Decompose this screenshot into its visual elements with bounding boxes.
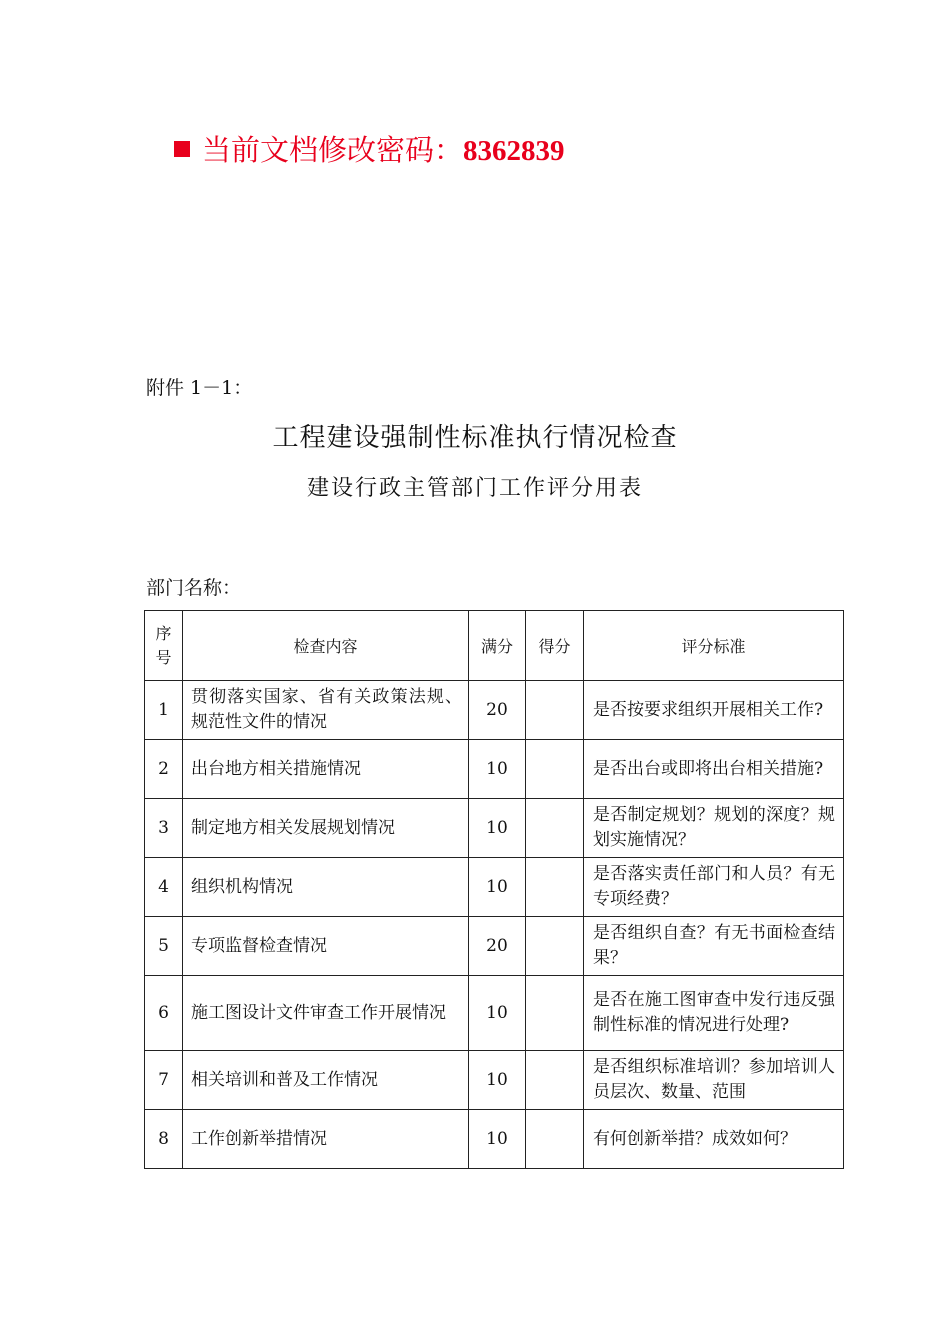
row-full-score: 10 bbox=[469, 858, 526, 917]
row-score[interactable] bbox=[526, 799, 584, 858]
header-score: 得分 bbox=[526, 611, 584, 681]
department-name-label: 部门名称： bbox=[146, 577, 242, 599]
row-full-score: 10 bbox=[469, 1051, 526, 1110]
row-score[interactable] bbox=[526, 858, 584, 917]
table-row bbox=[145, 976, 844, 1051]
row-no: 4 bbox=[145, 858, 183, 917]
row-content: 组织机构情况 bbox=[183, 858, 469, 917]
row-criteria: 有何创新举措？成效如何？ bbox=[584, 1110, 844, 1169]
document-subtitle: 建设行政主管部门工作评分用表 bbox=[306, 476, 643, 501]
row-content: 制定地方相关发展规划情况 bbox=[183, 799, 469, 858]
header-full-score: 满分 bbox=[469, 611, 526, 681]
row-full-score: 10 bbox=[469, 1110, 526, 1169]
row-full-score: 20 bbox=[469, 681, 526, 740]
row-full-score: 10 bbox=[469, 740, 526, 799]
row-no: 1 bbox=[145, 681, 183, 740]
row-score[interactable] bbox=[526, 917, 584, 976]
header-no: 序号 bbox=[145, 611, 183, 681]
table-row bbox=[145, 917, 844, 976]
row-no: 3 bbox=[145, 799, 183, 858]
row-criteria: 是否制定规划？规划的深度？规划实施情况？ bbox=[584, 799, 844, 858]
row-content: 工作创新举措情况 bbox=[183, 1110, 469, 1169]
row-criteria: 是否落实责任部门和人员？有无专项经费？ bbox=[584, 858, 844, 917]
row-criteria: 是否按要求组织开展相关工作? bbox=[584, 681, 844, 740]
table-row bbox=[145, 1110, 844, 1169]
header-criteria: 评分标准 bbox=[584, 611, 844, 681]
row-no: 5 bbox=[145, 917, 183, 976]
password-notice-label: 当前文档修改密码： bbox=[202, 133, 464, 167]
row-full-score: 20 bbox=[469, 917, 526, 976]
row-content: 专项监督检查情况 bbox=[183, 917, 469, 976]
row-criteria: 是否出台或即将出台相关措施? bbox=[584, 740, 844, 799]
password-code: 8362839 bbox=[463, 135, 565, 167]
attachment-label: 附件 1－1： bbox=[146, 377, 253, 399]
row-content: 施工图设计文件审查工作开展情况 bbox=[183, 976, 469, 1051]
row-score[interactable] bbox=[526, 1110, 584, 1169]
row-full-score: 10 bbox=[469, 799, 526, 858]
row-score[interactable] bbox=[526, 740, 584, 799]
row-no: 7 bbox=[145, 1051, 183, 1110]
row-no: 2 bbox=[145, 740, 183, 799]
row-criteria: 是否在施工图审查中发行违反强制性标准的情况进行处理? bbox=[584, 976, 844, 1051]
table-row bbox=[145, 858, 844, 917]
table-row bbox=[145, 1051, 844, 1110]
table-header-row bbox=[145, 611, 844, 681]
red-square-icon bbox=[174, 141, 190, 157]
password-notice bbox=[174, 128, 565, 173]
scoring-table bbox=[144, 610, 844, 1169]
document-title: 工程建设强制性标准执行情况检查 bbox=[272, 423, 678, 453]
table-row bbox=[145, 681, 844, 740]
row-score[interactable] bbox=[526, 1051, 584, 1110]
row-full-score: 10 bbox=[469, 976, 526, 1051]
row-criteria: 是否组织标准培训？参加培训人员层次、数量、范围 bbox=[584, 1051, 844, 1110]
row-content: 贯彻落实国家、省有关政策法规、规范性文件的情况 bbox=[183, 681, 469, 740]
row-score[interactable] bbox=[526, 681, 584, 740]
row-no: 8 bbox=[145, 1110, 183, 1169]
table-row bbox=[145, 799, 844, 858]
row-criteria: 是否组织自查？有无书面检查结果？ bbox=[584, 917, 844, 976]
row-no: 6 bbox=[145, 976, 183, 1051]
table-row bbox=[145, 740, 844, 799]
header-content: 检查内容 bbox=[183, 611, 469, 681]
row-content: 出台地方相关措施情况 bbox=[183, 740, 469, 799]
row-score[interactable] bbox=[526, 976, 584, 1051]
row-content: 相关培训和普及工作情况 bbox=[183, 1051, 469, 1110]
